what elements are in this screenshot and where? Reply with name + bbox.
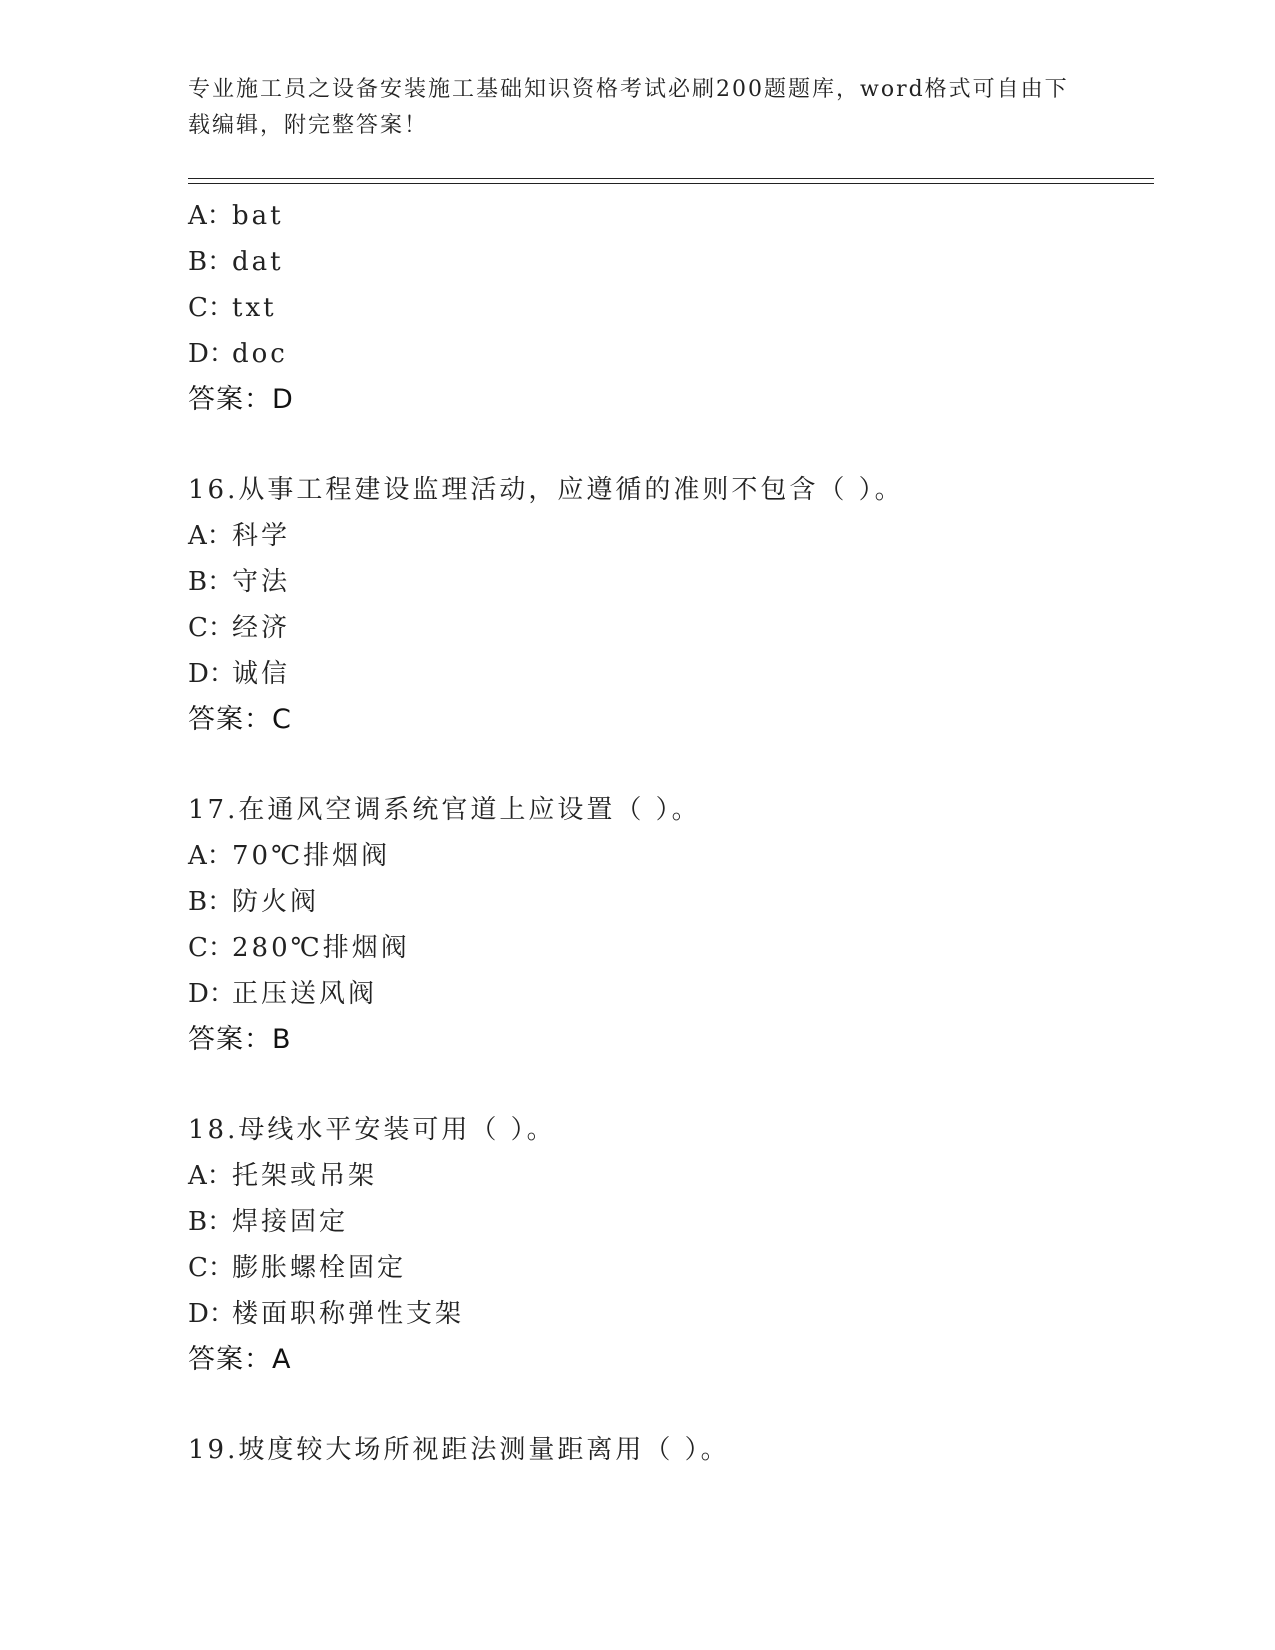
document-header: 专业施工员之设备安装施工基础知识资格考试必刷200题题库，word格式可自由下载编辑，附完整答案！ bbox=[188, 77, 1069, 138]
option-c: C：280℃排烟阀 bbox=[188, 933, 410, 963]
spacer bbox=[188, 743, 1148, 787]
question-block-17 bbox=[188, 787, 1148, 1063]
option-c: C：膨胀螺栓固定 bbox=[188, 1253, 407, 1283]
answer-line: 答案：C bbox=[188, 704, 292, 735]
question-block-19 bbox=[188, 1427, 1148, 1473]
header-rule-top bbox=[188, 178, 1154, 179]
option-a: A：科学 bbox=[188, 521, 291, 551]
question-text: 16.从事工程建设监理活动，应遵循的准则不包含（ ）。 bbox=[188, 475, 904, 505]
option-d: D：楼面职称弹性支架 bbox=[188, 1299, 465, 1329]
question-text: 17.在通风空调系统官道上应设置（ ）。 bbox=[188, 795, 701, 825]
option-c: C：txt bbox=[188, 293, 277, 323]
question-block-18 bbox=[188, 1107, 1148, 1383]
option-b: B：dat bbox=[188, 247, 284, 277]
option-b: B：防火阀 bbox=[188, 887, 320, 917]
option-d: D：doc bbox=[188, 339, 288, 369]
option-b: B：焊接固定 bbox=[188, 1207, 349, 1237]
question-block-16 bbox=[188, 467, 1148, 743]
spacer bbox=[188, 1063, 1148, 1107]
answer-line: 答案：B bbox=[188, 1024, 292, 1055]
option-a: A：bat bbox=[188, 201, 284, 231]
spacer bbox=[188, 1383, 1148, 1427]
header-rule-bottom bbox=[188, 183, 1154, 184]
option-a: A：托架或吊架 bbox=[188, 1161, 378, 1191]
option-a: A：70℃排烟阀 bbox=[188, 841, 391, 871]
option-c: C：经济 bbox=[188, 613, 291, 643]
question-text: 18.母线水平安装可用（ ）。 bbox=[188, 1115, 556, 1145]
spacer bbox=[188, 423, 1148, 467]
question-block-15 bbox=[188, 193, 1148, 423]
question-list bbox=[188, 193, 1148, 1473]
option-d: D：诚信 bbox=[188, 659, 291, 689]
option-b: B：守法 bbox=[188, 567, 291, 597]
question-text: 19.坡度较大场所视距法测量距离用（ ）。 bbox=[188, 1435, 730, 1465]
option-d: D：正压送风阀 bbox=[188, 979, 378, 1009]
answer-line: 答案：D bbox=[188, 384, 294, 415]
answer-line: 答案：A bbox=[188, 1344, 292, 1375]
